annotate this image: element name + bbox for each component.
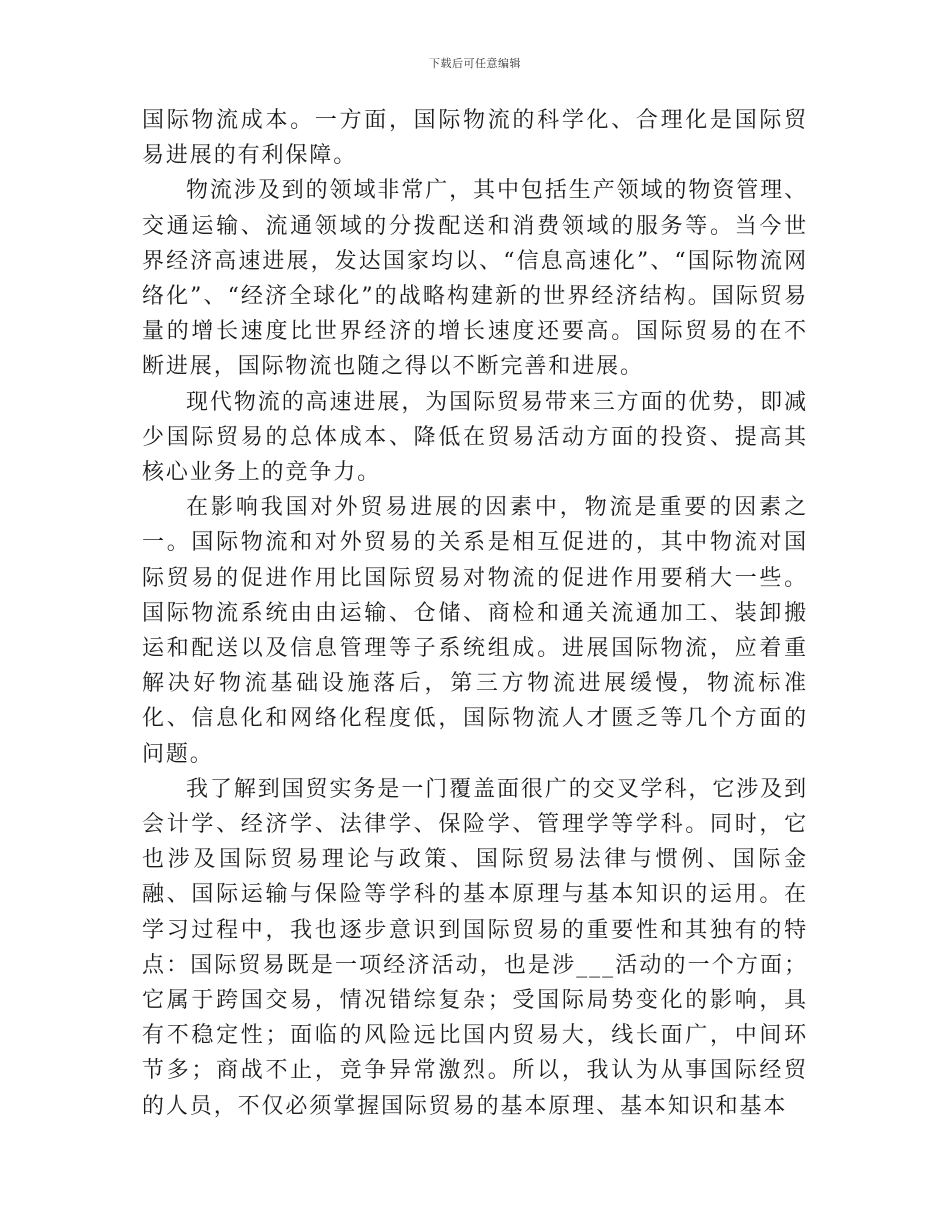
paragraph-continuation: 国际物流成本。一方面，国际物流的科学化、合理化是国际贸易进展的有利保障。 [142,108,808,169]
paragraph-logistics-scope: 物流涉及到的领域非常广，其中包括生产领域的物资管理、交通运输、流通领域的分拨配送和消费领域的服务等。当今世界经济高速进展，发达国家均以、“信息高速化”、“国际物流网络化”、“经济全球化”的战略构建新的世界经济结构。国际贸易量的增长速度比世界经济的增长速度还要高。国际贸易的在不断进展，国际物流也随之得以不断完善和进展。 [142,178,808,380]
page-header: 下载后可任意编辑 [429,57,521,70]
paragraph-modern-logistics: 现代物流的高速进展，为国际贸易带来三方面的优势，即减少国际贸易的总体成本、降低在贸易活动方面的投资、提高其核心业务上的竞争力。 [142,389,808,486]
paragraph-trade-factors: 在影响我国对外贸易进展的因素中，物流是重要的因素之一。国际物流和对外贸易的关系是相互促进的，其中物流对国际贸易的促进作用比国际贸易对物流的促进作用要稍大一些。国际物流系统由由运输、仓储、商检和通关流通加工、装卸搬运和配送以及信息管理等子系统组成。进展国际物流，应着重解决好物流基础设施落后，第三方物流进展缓慢，物流标准化、信息化和网络化程度低，国际物流人才匮乏等几个方面的问题。 [142,495,808,767]
paragraph-trade-practice: 我了解到国贸实务是一门覆盖面很广的交叉学科，它涉及到会计学、经济学、法律学、保险学、管理学等学科。同时，它也涉及国际贸易理论与政策、国际贸易法律与惯例、国际金融、国际运输与保险等学科的基本原理与基本知识的运用。在学习过程中，我也逐步意识到国际贸易的重要性和其独有的特点：国际贸易既是一项经济活动，也是涉___活动的一个方面；它属于跨国交易，情况错综复杂；受国际局势变化的影响，具有不稳定性；面临的风险远比国内贸易大，线长面广，中间环节多；商战不止，竞争异常激烈。所以，我认为从事国际经贸的人员，不仅必须掌握国际贸易的基本原理、基本知识和基本 [142,776,808,1119]
document-body [142,103,808,1124]
